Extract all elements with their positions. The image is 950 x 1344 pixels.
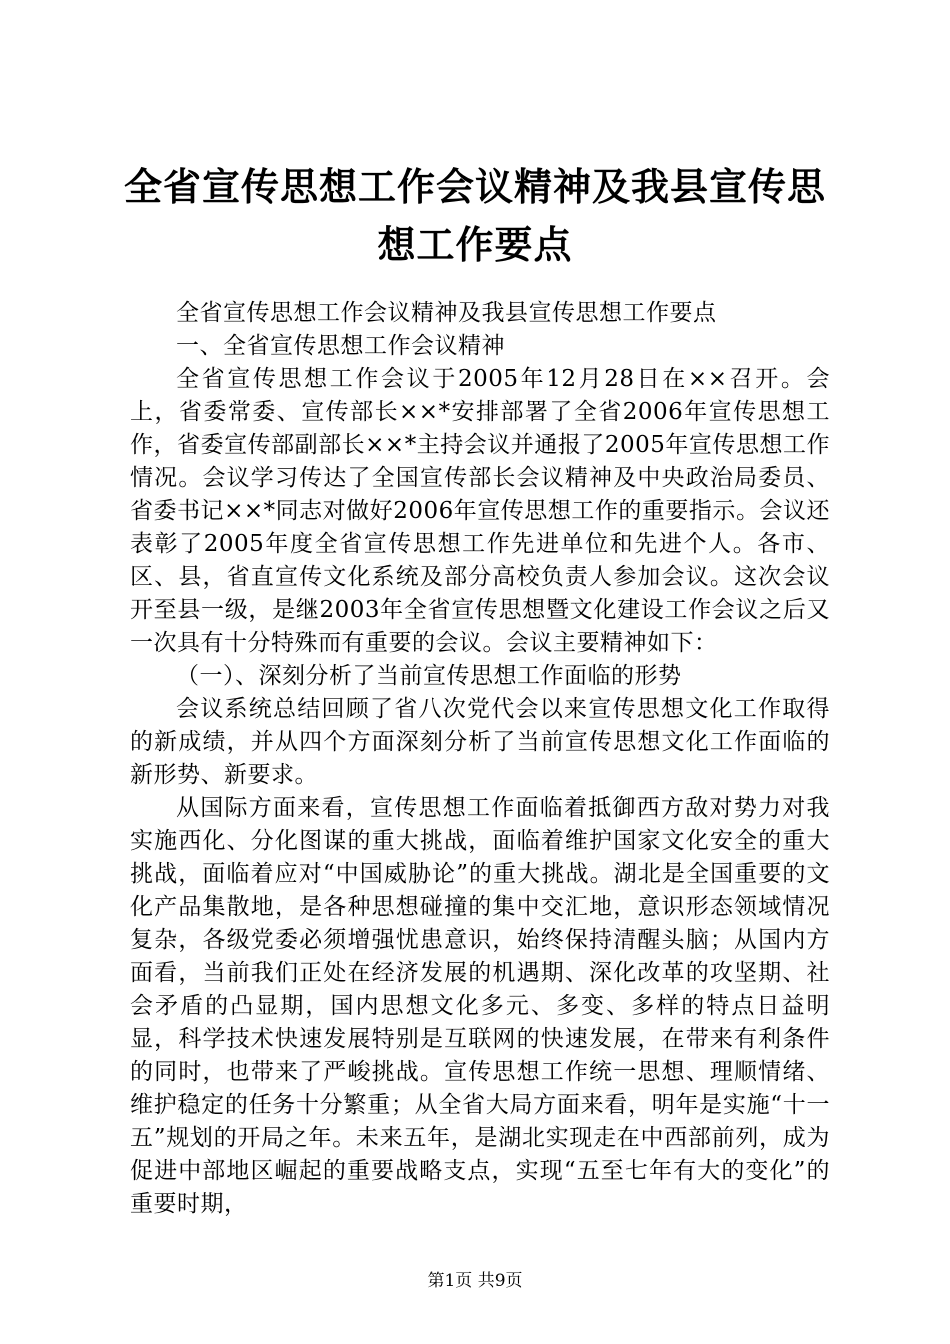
section-heading-1: 一、全省宣传思想工作会议精神: [176, 333, 505, 359]
paragraph-heading: 全省宣传思想工作会议精神及我县宣传思想工作要点: [176, 300, 717, 326]
document-title: 全省宣传思想工作会议精神及我县宣传思想工作要点: [123, 165, 826, 267]
document-body: [130, 297, 830, 1221]
paragraph-summary: 会议系统总结回顾了省八次党代会以来宣传思想文化工作取得的新成绩，并从四个方面深刻分析了当前宣传思想文化工作面临的新形势、新要求。: [130, 696, 830, 788]
paragraph-meeting-overview: 全省宣传思想工作会议于2005年12月28日在××召开。会上，省委常委、宣传部长××*安排部署了全省2006年宣传思想工作，省委宣传部副部长××*主持会议并通报了2005年宣传思想工作情况。会议学习传达了全国宣传部长会议精神及中央政治局委员、省委书记××*同志对做好2006年宣传思想工作的重要指示。会议还表彰了2005年度全省宣传思想工作先进单位和先进个人。各市、区、县，省直宣传文化系统及部分高校负责人参加会议。这次会议开至县一级，是继2003年全省宣传思想暨文化建设工作会议之后又一次具有十分特殊而有重要的会议。会议主要精神如下：: [130, 366, 830, 656]
page-number: 第1页 共9页: [427, 1271, 523, 1291]
subsection-heading-1: （一）、深刻分析了当前宣传思想工作面临的形势: [176, 663, 682, 689]
paragraph-situation-analysis: 从国际方面来看，宣传思想工作面临着抵御西方敌对势力对我实施西化、分化图谋的重大挑战，面临着维护国家文化安全的重大挑战，面临着应对“中国威胁论”的重大挑战。湖北是全国重要的文化产品集散地，是各种思想碰撞的集中交汇地，意识形态领域情况复杂，各级党委必须增强忧患意识，始终保持清醒头脑；从国内方面看，当前我们正处在经济发展的机遇期、深化改革的攻坚期、社会矛盾的凸显期，国内思想文化多元、多变、多样的特点日益明显，科学技术快速发展特别是互联网的快速发展，在带来有利条件的同时，也带来了严峻挑战。宣传思想工作统一思想、理顺情绪、维护稳定的任务十分繁重；从全省大局方面来看，明年是实施“十一五”规划的开局之年。未来五年，是湖北实现走在中西部前列，成为促进中部地区崛起的重要战略支点，实现“五至七年有大的变化”的重要时期，: [130, 795, 830, 1217]
